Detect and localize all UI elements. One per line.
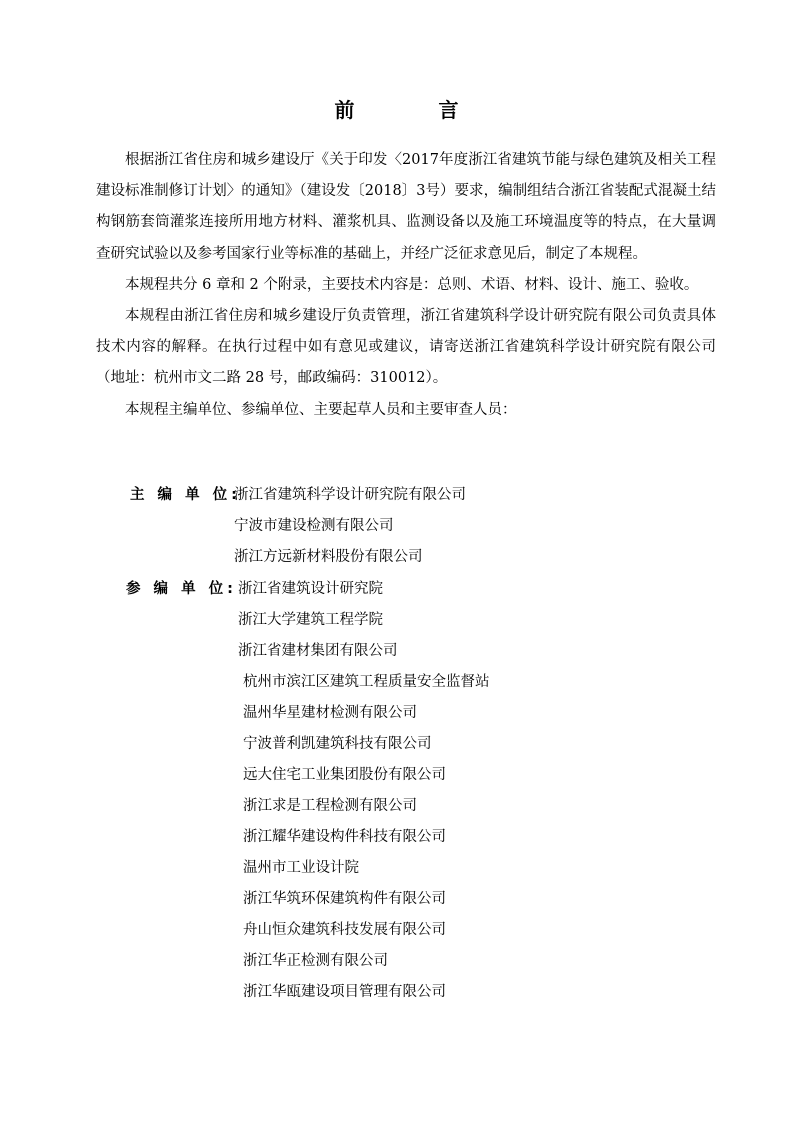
chief-editor-unit: 浙江省建筑科学设计研究院有限公司	[234, 487, 466, 503]
co-editor-unit: 浙江耀华建设构件科技有限公司	[243, 829, 446, 845]
paragraph-basis: 根据浙江省住房和城乡建设厅《关于印发〈2017年度浙江省建筑节能与绿色建筑及相关工程建设标准制修订计划〉的通知》（建设发〔2018〕3号）要求，编制组结合浙江省装配式混凝土结构钢筋套筒灌浆连接所用地方材料、灌浆机具、监测设备以及施工环境温度等的特点，在大量调查研究试验以及参考国家行业等标准的基础上，并经广泛征求意见后，制定了本规程。	[96, 152, 716, 262]
co-editor-unit: 浙江省建材集团有限公司	[238, 643, 398, 659]
co-editor-unit: 舟山恒众建筑科技发展有限公司	[243, 922, 446, 938]
page-title: 前 言	[334, 98, 491, 122]
co-editor-unit: 浙江华瓯建设项目管理有限公司	[243, 984, 446, 1000]
co-editor-unit: 温州市工业设计院	[243, 860, 359, 876]
paragraph-units-intro: 本规程主编单位、参编单位、主要起草人员和主要审查人员：	[125, 401, 517, 418]
paragraph-management: 本规程由浙江省住房和城乡建设厅负责管理，浙江省建筑科学设计研究院有限公司负责具体技术内容的解释。在执行过程中如有意见或建议，请寄送浙江省建筑科学设计研究院有限公司（地址：杭州市文二路 28 号，邮政编码：310012）。	[96, 308, 716, 387]
co-editor-unit: 温州华星建材检测有限公司	[243, 705, 417, 721]
co-editor-unit: 浙江大学建筑工程学院	[238, 612, 383, 628]
paragraph-contents: 本规程共分 6 章和 2 个附录，主要技术内容是：总则、术语、材料、设计、施工、验收。	[125, 276, 699, 293]
co-editor-unit: 浙江省建筑设计研究院	[238, 581, 383, 597]
co-editor-unit: 杭州市滨江区建筑工程质量安全监督站	[243, 674, 490, 690]
co-editor-unit: 远大住宅工业集团股份有限公司	[243, 767, 446, 783]
chief-editor-unit: 浙江方远新材料股份有限公司	[234, 549, 423, 565]
co-editor-label: 参 编 单 位:	[126, 581, 237, 597]
co-editor-unit: 浙江华正检测有限公司	[243, 953, 388, 969]
co-editor-unit: 宁波普利凯建筑科技有限公司	[243, 736, 432, 752]
co-editor-unit: 浙江求是工程检测有限公司	[243, 798, 417, 814]
chief-editor-unit: 宁波市建设检测有限公司	[234, 518, 394, 534]
chief-editor-label: 主 编 单 位:	[130, 487, 241, 503]
co-editor-unit: 浙江华筑环保建筑构件有限公司	[243, 891, 446, 907]
